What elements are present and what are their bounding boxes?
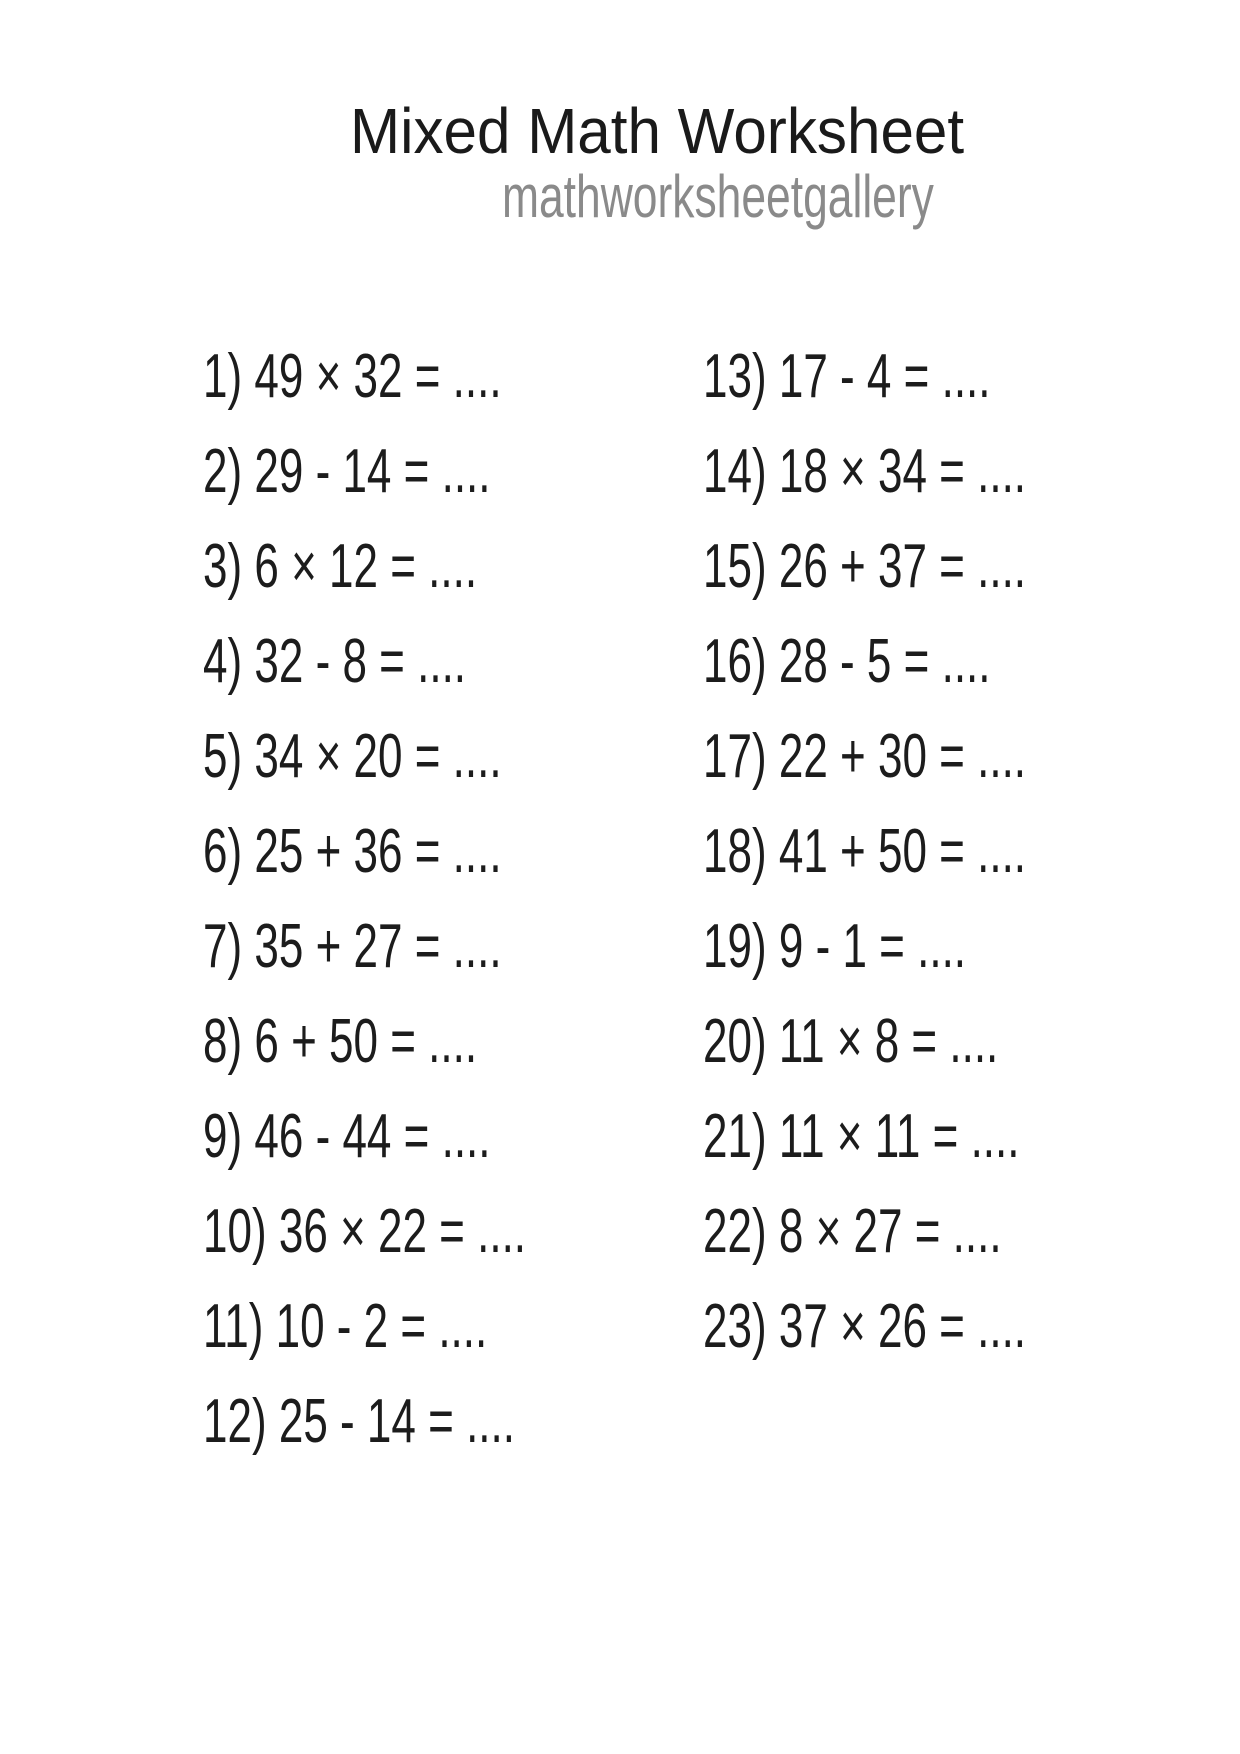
problem-item-16: 16) 28 - 5 = .... <box>703 627 991 696</box>
problem-item-2: 2) 29 - 14 = .... <box>203 437 491 506</box>
worksheet-title: Mixed Math Worksheet <box>350 95 965 167</box>
problem-item-19: 19) 9 - 1 = .... <box>703 912 967 981</box>
problem-item-18: 18) 41 + 50 = .... <box>703 817 1027 886</box>
worksheet-subtitle: mathworksheetgallery <box>502 163 934 230</box>
problem-item-4: 4) 32 - 8 = .... <box>203 627 467 696</box>
problem-item-11: 11) 10 - 2 = .... <box>203 1292 488 1361</box>
problem-item-7: 7) 35 + 27 = .... <box>203 912 502 981</box>
problem-item-9: 9) 46 - 44 = .... <box>203 1102 491 1171</box>
problem-item-6: 6) 25 + 36 = .... <box>203 817 502 886</box>
problem-item-1: 1) 49 × 32 = .... <box>203 342 502 411</box>
problem-item-10: 10) 36 × 22 = .... <box>203 1197 527 1266</box>
problems-column-left <box>203 329 723 1469</box>
problem-item-3: 3) 6 × 12 = .... <box>203 532 478 601</box>
problem-item-23: 23) 37 × 26 = .... <box>703 1292 1027 1361</box>
problem-item-21: 21) 11 × 11 = .... <box>703 1102 1020 1171</box>
problem-item-8: 8) 6 + 50 = .... <box>203 1007 478 1076</box>
problems-column-right <box>703 329 1223 1374</box>
problem-item-15: 15) 26 + 37 = .... <box>703 532 1027 601</box>
problem-item-12: 12) 25 - 14 = .... <box>203 1387 515 1456</box>
problem-item-22: 22) 8 × 27 = .... <box>703 1197 1002 1266</box>
problem-item-13: 13) 17 - 4 = .... <box>703 342 991 411</box>
problem-item-14: 14) 18 × 34 = .... <box>703 437 1027 506</box>
problem-item-20: 20) 11 × 8 = .... <box>703 1007 999 1076</box>
problem-item-17: 17) 22 + 30 = .... <box>703 722 1027 791</box>
problem-item-5: 5) 34 × 20 = .... <box>203 722 502 791</box>
